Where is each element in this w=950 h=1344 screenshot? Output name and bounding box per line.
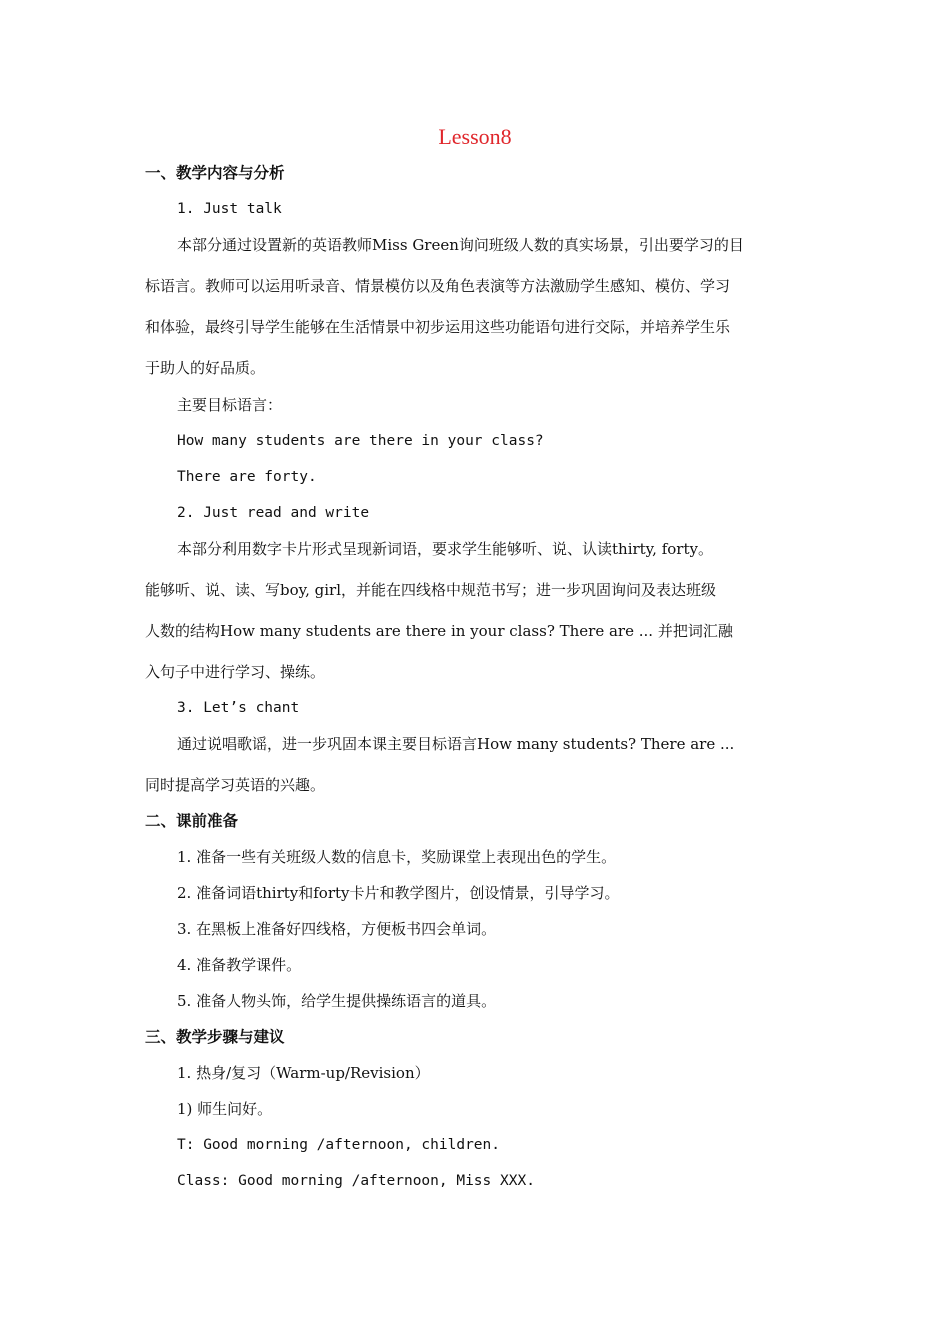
target-language-answer: There are forty. — [177, 469, 317, 485]
step-label: 1. 热身/复习（Warm-up/Revision） — [177, 1064, 430, 1082]
paragraph-line: 通过说唱歌谣，进一步巩固本课主要目标语言How many students? There are ... — [177, 735, 735, 753]
list-item: 3. 在黑板上准备好四线格，方便板书四会单词。 — [177, 920, 497, 938]
paragraph-line: 入句子中进行学习、操练。 — [145, 663, 326, 681]
list-item: 4. 准备教学课件。 — [177, 956, 302, 974]
subsection-label-read-write: 2. Just read and write — [177, 505, 370, 521]
list-item: 5. 准备人物头饰，给学生提供操练语言的道具。 — [177, 992, 497, 1010]
paragraph-line: 能够听、说、读、写boy, girl，并能在四线格中规范书写；进一步巩固询问及表达班级 — [145, 581, 717, 599]
subsection-label-just-talk: 1. Just talk — [177, 201, 282, 217]
paragraph-line: 本部分利用数字卡片形式呈现新词语，要求学生能够听、说、认读thirty, forty。 — [177, 540, 713, 558]
document-title: Lesson8 — [438, 124, 512, 149]
paragraph-line: 人数的结构How many students are there in your class? There are ... 并把词汇融 — [145, 622, 733, 640]
paragraph-line: 同时提高学习英语的兴趣。 — [145, 776, 326, 794]
list-item: 2. 准备词语thirty和forty卡片和教学图片，创设情景，引导学习。 — [177, 884, 620, 902]
target-language-label: 主要目标语言： — [177, 396, 283, 414]
subsection-label-chant: 3. Let’s chant — [177, 700, 300, 716]
paragraph-line: 和体验，最终引导学生能够在生活情景中初步运用这些功能语句进行交际，并培养学生乐 — [145, 318, 731, 336]
section-heading-2: 二、课前准备 — [145, 812, 239, 830]
section-heading-3: 三、教学步骤与建议 — [145, 1028, 285, 1046]
dialogue-line-teacher: T: Good morning /afternoon, children. — [177, 1137, 501, 1153]
sub-step-label: 1) 师生问好。 — [177, 1100, 273, 1118]
list-item: 1. 准备一些有关班级人数的信息卡，奖励课堂上表现出色的学生。 — [177, 848, 617, 866]
section-heading-1: 一、教学内容与分析 — [145, 164, 285, 182]
paragraph-line: 本部分通过设置新的英语教师Miss Green询问班级人数的真实场景，引出要学习的目 — [177, 236, 744, 254]
paragraph-line: 于助人的好品质。 — [145, 359, 266, 377]
target-language-question: How many students are there in your class? — [177, 433, 544, 449]
dialogue-line-class: Class: Good morning /afternoon, Miss XXX. — [177, 1173, 535, 1189]
paragraph-line: 标语言。教师可以运用听录音、情景模仿以及角色表演等方法激励学生感知、模仿、学习 — [145, 277, 731, 295]
